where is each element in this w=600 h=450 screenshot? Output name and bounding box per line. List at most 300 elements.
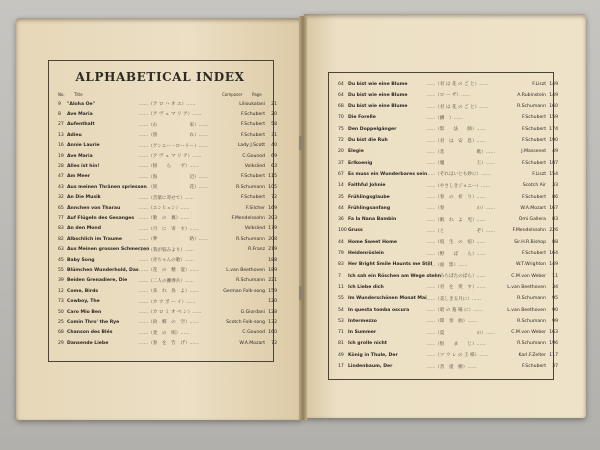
composer: F.Schubert — [521, 364, 546, 369]
row-number: 53 — [338, 318, 344, 324]
song-title: Ich sah ein Röschen am Wege stehn — [348, 273, 442, 279]
composer: F.Schubert — [521, 251, 546, 256]
row-number: 37 — [338, 160, 344, 166]
composer: F.Schubert — [521, 115, 546, 121]
index-row — [338, 114, 558, 122]
index-row — [338, 148, 558, 156]
composer: F.Schubert — [521, 194, 546, 200]
row-number: 47 — [58, 174, 64, 180]
song-title: Beiden Grenadiere, Die — [67, 278, 128, 284]
page-number: 69 — [271, 153, 277, 159]
composer: Omi Gallera — [518, 217, 546, 223]
song-title: In Summer — [348, 330, 377, 336]
composer: L.van Beethoven — [226, 267, 265, 273]
song-title: Aus Meinen grossen Schmerzen — [67, 247, 150, 253]
japanese-title: ……（わ 家）…… — [139, 122, 208, 128]
index-row — [338, 306, 558, 314]
composer: C.Gounod — [242, 153, 265, 159]
japanese-title: ……（君 を 愛 す）…… — [426, 285, 486, 291]
japanese-title: ……（海 辺）…… — [139, 174, 208, 180]
row-number: 81 — [338, 341, 344, 347]
japanese-title: ……（菩 提 樹）…… — [426, 364, 477, 370]
index-row — [338, 80, 558, 88]
japanese-title: ……（来 れ 鳥 よ）…… — [139, 289, 199, 295]
song-title: Ännchen von Tharau — [67, 205, 121, 211]
page-number: 160 — [268, 330, 277, 336]
index-row — [58, 162, 277, 170]
composer: R.Franz — [248, 247, 265, 253]
row-number: 44 — [338, 205, 344, 211]
japanese-title: ……（暗 の 墓 場 に）…… — [426, 308, 483, 313]
japanese-title: ……（ア ヴ ェ マ リ ア）…… — [139, 154, 202, 159]
index-row — [58, 308, 277, 316]
composer: F.Silcher — [246, 205, 265, 211]
song-title: Du bist wie eine Blume — [348, 81, 408, 87]
composer: L.van Beethoven — [507, 307, 546, 313]
japanese-title: ……（影 法 師）…… — [426, 127, 486, 133]
row-number: 73 — [58, 299, 64, 305]
row-number: 64 — [338, 81, 344, 87]
row-number: 11 — [338, 284, 344, 290]
page-number: 34 — [552, 284, 558, 290]
index-row — [58, 277, 277, 285]
song-title: Heidenröslein — [348, 251, 384, 256]
row-number: 32 — [58, 195, 64, 201]
index-row — [58, 287, 277, 295]
row-number: 83 — [58, 226, 64, 232]
index-row — [58, 173, 277, 181]
index-row — [338, 283, 558, 291]
page-number: 164 — [549, 251, 558, 256]
song-title: Die Forelle — [348, 115, 376, 121]
index-row — [338, 227, 558, 235]
page-number: 188 — [268, 257, 277, 263]
page-number: 90 — [552, 307, 558, 313]
row-number: 8 — [58, 111, 61, 117]
japanese-title: ……（それはいとも妙に）…… — [426, 172, 491, 178]
song-title: Caro Mio Ben — [67, 309, 102, 315]
binding-staple-top — [299, 136, 302, 150]
japanese-title: ……（夢 路）…… — [139, 237, 208, 243]
song-title: Ich Liebe dich — [348, 284, 384, 290]
row-number: 17 — [338, 364, 344, 369]
composer: R.Schumann — [517, 296, 546, 302]
row-number: 82 — [58, 236, 64, 242]
song-title: Home Sweet Home — [348, 239, 397, 245]
index-row — [338, 182, 558, 190]
page-number: 86 — [552, 194, 558, 200]
song-title: Es muss ein Wunderbares sein — [348, 171, 428, 177]
japanese-title: ……（涙 花）…… — [139, 185, 208, 191]
page-number: 115 — [268, 174, 277, 180]
song-title: An den Mond — [67, 226, 101, 232]
page-number: 174 — [549, 126, 558, 132]
japanese-title: ……（君 は 花 の ご と）…… — [426, 82, 489, 87]
japanese-title: ……（悲 歌）…… — [426, 149, 495, 155]
song-title: Blümchen Wunderhold, Das — [67, 267, 139, 273]
page-number: 219 — [268, 247, 277, 253]
composer: L.van Beethoven — [507, 284, 546, 290]
row-number: 12 — [58, 288, 64, 294]
composer: Scotch Folk-song — [226, 319, 265, 325]
page-number: 196 — [549, 341, 558, 347]
row-number: 72 — [338, 138, 344, 143]
japanese-title: ……（春 の）…… — [426, 206, 495, 212]
index-row — [338, 204, 558, 212]
page-number: 11 — [552, 273, 558, 279]
japanese-title: ……（ア ロ ハ オ エ）…… — [139, 102, 196, 107]
row-number: 16 — [58, 143, 64, 149]
composer: F.Schubert — [521, 126, 546, 132]
index-row — [58, 329, 277, 337]
song-title: An Die Musik — [67, 195, 101, 201]
page-number: 88 — [552, 239, 558, 245]
page-number: 149 — [549, 262, 558, 268]
japanese-title: ……（君 は 花 の ご と）…… — [426, 104, 489, 110]
column-header-page: Page — [252, 92, 262, 97]
page-number: 132 — [268, 319, 277, 325]
japanese-title: ……（カ ウ ボ ー イ）…… — [139, 299, 196, 305]
song-title: Aus meinen Thränen spriessen — [67, 184, 147, 190]
song-title: Adieu — [67, 132, 82, 138]
index-row — [338, 238, 558, 246]
index-row — [338, 159, 558, 167]
japanese-title: ……（月 に 寄 す）…… — [139, 226, 199, 232]
japanese-title: ……（夏 の）…… — [426, 330, 495, 336]
index-row — [58, 100, 277, 108]
japanese-title: ……（ツ ウ レ の 王 様）…… — [426, 353, 489, 359]
composer: German Folk-song — [223, 288, 265, 294]
song-title: Frühlingsanfang — [348, 205, 391, 211]
japanese-title: ……（魔 王）…… — [426, 161, 495, 167]
page-number: 149 — [549, 81, 558, 87]
composer: F.Mendelssohn — [512, 228, 546, 234]
composer: A.Rubinstein — [517, 92, 546, 98]
japanese-title: ……（カ ロ ミ オ ベ ン）…… — [139, 310, 202, 315]
row-number: 68 — [58, 330, 64, 336]
composer: R.Schumann — [517, 341, 546, 347]
row-number: 28 — [58, 163, 64, 169]
row-number: 27 — [58, 122, 64, 128]
row-number: 55 — [338, 296, 344, 302]
index-row — [338, 295, 558, 303]
page-number: 159 — [268, 288, 277, 294]
index-title: ALPHABETICAL INDEX — [75, 70, 245, 84]
page-number: 99 — [552, 318, 558, 324]
song-title: Frühlingsglaube — [348, 194, 390, 200]
song-title: Du bist wie eine Blume — [348, 92, 408, 98]
index-row — [58, 194, 277, 202]
row-number: 70 — [338, 115, 344, 121]
composer: Volkslied — [244, 163, 265, 169]
japanese-title: ……（鱒 ）…… — [426, 115, 463, 121]
composer: F.Schubert — [240, 132, 265, 138]
page-number: 20 — [271, 111, 277, 117]
page-number: 208 — [268, 236, 277, 242]
song-title: König in Thule, Der — [348, 352, 398, 358]
page-number: 189 — [268, 267, 277, 273]
index-row — [338, 91, 558, 99]
row-number: 20 — [338, 149, 344, 155]
index-row — [338, 317, 558, 325]
row-number: 36 — [338, 217, 344, 223]
japanese-title: ……（眠 れ よ 児）…… — [426, 217, 486, 223]
song-title: Faithful Johnie — [348, 183, 386, 189]
page-number: 58 — [271, 122, 277, 128]
row-number: 9 — [58, 101, 61, 107]
column-header-composer: Composer — [222, 92, 243, 97]
composer: F.Mendelssohn — [231, 215, 265, 221]
song-title: Den Doppelgänger — [348, 126, 397, 132]
index-row — [338, 340, 558, 348]
row-number: 13 — [58, 132, 64, 138]
row-number: 71 — [338, 330, 344, 336]
row-number: 35 — [338, 194, 344, 200]
binding-staple-bottom — [299, 286, 302, 300]
composer: Lady J.Scott — [237, 143, 265, 149]
japanese-title: ……（面 影）…… — [426, 262, 468, 268]
song-title: Fa la Nana Bambin — [348, 217, 397, 223]
index-row — [338, 272, 558, 280]
row-number: 39 — [58, 278, 64, 284]
row-number: 83 — [338, 262, 344, 268]
song-title: Aufenthalt — [67, 122, 95, 128]
japanese-title: ……（美しき五月に）…… — [426, 296, 482, 302]
page-number: 33 — [552, 183, 558, 189]
song-title: Chanson des Blés — [67, 330, 113, 336]
page-number: 187 — [549, 160, 558, 166]
song-title: Intermezzo — [348, 318, 377, 324]
song-title: Am Meer — [67, 174, 91, 180]
japanese-title: ……（別 れ）…… — [139, 133, 208, 139]
index-row — [58, 110, 277, 118]
row-number: 19 — [58, 153, 64, 159]
index-row — [338, 103, 558, 111]
page-number: 149 — [549, 92, 558, 98]
book-spine — [299, 16, 307, 420]
page-number: 159 — [549, 115, 558, 121]
row-number: 63 — [58, 247, 64, 253]
song-title: Im Wunderschönen Monat Mai — [348, 296, 427, 302]
composer: R.Schumann — [517, 104, 546, 110]
index-row — [58, 266, 277, 274]
japanese-title: ……（エンヒェン）…… — [139, 206, 190, 211]
page-number: 120 — [268, 299, 277, 305]
page-number: 63 — [271, 163, 277, 169]
index-row — [338, 137, 558, 145]
index-row — [338, 193, 558, 201]
row-number: 50 — [58, 309, 64, 315]
index-row — [58, 235, 277, 243]
index-row — [58, 183, 277, 191]
index-row — [338, 261, 558, 269]
song-title: Auf Flügeln des Gesanges — [67, 215, 135, 221]
composer: G.Giordani — [240, 309, 265, 315]
song-title: Du bist die Ruh — [348, 138, 388, 143]
composer: W.A.Mozart — [239, 340, 265, 346]
row-number: 14 — [338, 183, 344, 189]
japanese-title: ……（恨 ま じ）…… — [426, 341, 486, 347]
composer: Lilioukalani — [239, 101, 265, 107]
composer: R.Schumann — [517, 318, 546, 324]
index-row — [58, 298, 277, 306]
song-title: Baby Song — [67, 257, 95, 263]
composer: R.Schumann — [236, 236, 265, 242]
composer: F.Schubert — [240, 195, 265, 201]
japanese-title: ……（二人の擲弾兵）…… — [139, 278, 195, 284]
composer: W.T.Wrighton — [515, 262, 546, 268]
song-title: In questa tomba oscura — [348, 307, 410, 313]
composer: F.Schubert — [240, 122, 265, 128]
page-number: 167 — [549, 205, 558, 211]
song-title: Albschlich im Traume — [67, 236, 123, 242]
row-number: 25 — [58, 319, 64, 325]
japanese-title: ……（埴 生 の 宿）…… — [426, 240, 486, 246]
row-number: 44 — [338, 239, 344, 245]
composer: C.M.von Weber — [511, 330, 546, 336]
composer: Scotch Air — [522, 183, 546, 189]
japanese-title: ……（故 郷 の 空）…… — [139, 320, 199, 326]
page-number: 21 — [271, 101, 277, 107]
index-row — [58, 152, 277, 160]
composer: F.Schubert — [521, 160, 546, 166]
page-number: 72 — [271, 195, 277, 201]
composer: F.Liszt — [532, 81, 546, 87]
index-row — [338, 329, 558, 337]
row-number: 29 — [58, 340, 64, 346]
composer: F.Schubert — [240, 174, 265, 180]
japanese-title: ……（と ぞ）…… — [426, 228, 495, 234]
composer: C.M.von Weber — [511, 273, 546, 279]
page-number: 169 — [268, 205, 277, 211]
song-title: Ich grolle nicht — [348, 341, 387, 347]
page-number: 160 — [549, 104, 558, 110]
row-number: 55 — [58, 267, 64, 273]
row-number: 77 — [58, 215, 64, 221]
row-number: 54 — [338, 307, 344, 313]
page-number: 31 — [271, 132, 277, 138]
index-row — [58, 256, 277, 264]
song-title: Her Bright Smile Haunts me Still — [348, 262, 433, 268]
song-title: Cowboy, The — [67, 299, 100, 305]
column-header-no: No. — [58, 92, 65, 97]
row-number: 43 — [58, 184, 64, 190]
japanese-title: ……（麦 の 唄）…… — [139, 330, 190, 336]
song-title: Dansende Liebe — [67, 340, 109, 346]
japanese-title: ……（帰 ら ず）…… — [139, 164, 199, 170]
song-title: Erlkoenig — [348, 160, 373, 166]
composer: F.Schubert — [521, 138, 546, 143]
index-row — [58, 121, 277, 129]
song-title: "Aloha Oe" — [67, 101, 96, 107]
japanese-title: ……（アンニー・ローリー）…… — [139, 143, 208, 149]
page-number: 49 — [552, 149, 558, 155]
index-row — [338, 363, 558, 371]
japanese-title: ……（野 ば ら）…… — [426, 251, 486, 257]
page-number: 117 — [549, 352, 558, 358]
japanese-title: ……（花 の 精 霊）…… — [139, 268, 199, 274]
index-row — [338, 216, 558, 224]
row-number: 79 — [338, 251, 344, 256]
row-number: 68 — [338, 104, 344, 110]
composer: W.A.Mozart — [520, 205, 546, 211]
page-number: 226 — [549, 228, 558, 234]
index-row — [338, 125, 558, 133]
page-number: 203 — [268, 215, 277, 221]
page-number: 37 — [552, 364, 558, 369]
song-title: Come, Birds — [67, 288, 99, 294]
index-row — [58, 318, 277, 326]
page-number: 72 — [271, 340, 277, 346]
page-number: 40 — [271, 143, 277, 149]
japanese-title: ……（間 奏 曲）…… — [426, 319, 477, 325]
page-number: 95 — [552, 296, 558, 302]
page-number: 83 — [552, 217, 558, 223]
song-title: Annie Laurie — [67, 143, 100, 149]
composer: R.Schumann — [236, 184, 265, 190]
page-number: 179 — [268, 226, 277, 232]
page-number: 163 — [549, 330, 558, 336]
song-title: Ave Maria — [67, 153, 93, 159]
index-row — [58, 225, 277, 233]
index-row — [58, 142, 277, 150]
page-number: 105 — [268, 184, 277, 190]
index-row — [338, 170, 558, 178]
row-number: 45 — [58, 257, 64, 263]
japanese-title: ……（みちばたのばら）…… — [426, 274, 486, 280]
japanese-title: ……（君 は 安 息）…… — [426, 138, 486, 144]
column-header-title: Title — [74, 92, 83, 97]
page-number: 154 — [549, 171, 558, 177]
song-title: Elegie — [348, 149, 364, 155]
japanese-title: ……（ア ヴ ェ マ リ ア）…… — [139, 112, 202, 118]
japanese-title: ……（春 を 告 げ）…… — [139, 341, 199, 347]
composer: C.Gounod — [242, 330, 265, 336]
row-number: 7 — [338, 273, 341, 279]
index-row — [58, 214, 277, 222]
composer: Sir.H.R.Bishop — [514, 239, 546, 245]
song-title: Gruss — [348, 228, 363, 234]
japanese-title: ……（音楽に寄せて）…… — [139, 195, 195, 201]
index-row — [58, 339, 277, 347]
page-number: 190 — [549, 138, 558, 143]
row-number: 75 — [338, 126, 344, 132]
row-number: 49 — [338, 352, 344, 358]
row-number: 64 — [338, 92, 344, 98]
japanese-title: ……（我が悩みより）…… — [139, 247, 195, 253]
composer: R.Schumann — [236, 278, 265, 284]
song-title: Lindenbaum, Der — [348, 364, 393, 369]
song-title: Ave Maria — [67, 111, 93, 117]
composer: J.Massenet — [521, 149, 546, 155]
row-number: 100 — [338, 228, 347, 234]
composer: Volkslied — [244, 226, 265, 232]
song-title: Alles ist hin! — [67, 163, 100, 169]
page-number: 128 — [268, 309, 277, 315]
page-number: 221 — [268, 278, 277, 284]
index-row — [338, 351, 558, 359]
composer: F.Schubert — [240, 111, 265, 117]
japanese-title: ……（ロ ー ザ）…… — [426, 93, 471, 99]
index-row — [58, 131, 277, 139]
row-number: 67 — [338, 171, 344, 177]
song-title: Comin Thro' the Rye — [67, 319, 120, 325]
japanese-title: ……（やさしきジョニー）…… — [426, 183, 491, 189]
composer: Karl.F.Zelter — [518, 352, 546, 358]
song-title: Du bist wie eine Blume — [348, 104, 408, 110]
japanese-title: ……（歌 の 翼）…… — [139, 216, 190, 222]
index-row — [58, 204, 277, 212]
